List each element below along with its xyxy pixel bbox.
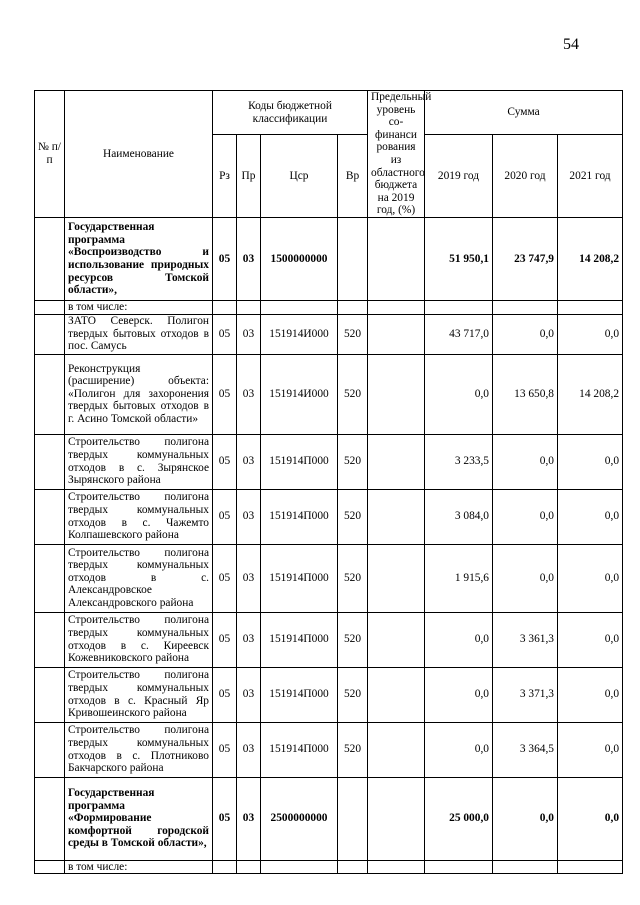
table-row — [35, 544, 623, 612]
cell-rz: 05 — [213, 612, 237, 667]
cell-limit — [368, 300, 425, 314]
cell-number — [35, 860, 65, 874]
cell-limit — [368, 217, 425, 300]
cell-pr: 03 — [237, 777, 261, 860]
cell-pr: 03 — [237, 489, 261, 544]
cell-rz: 05 — [213, 217, 237, 300]
cell-2019: 25 000,0 — [425, 777, 493, 860]
header-rz: Рз — [213, 135, 237, 218]
cell-2021: 0,0 — [558, 434, 623, 489]
cell-vr: 520 — [338, 667, 368, 722]
cell-number — [35, 612, 65, 667]
cell-name: Строительство полигона твердых коммунальных отходов в с. Плотниково Бакчарского района — [65, 722, 213, 777]
cell-pr — [237, 300, 261, 314]
table-row — [35, 612, 623, 667]
cell-2020: 3 364,5 — [493, 722, 558, 777]
cell-number — [35, 217, 65, 300]
table-row — [35, 217, 623, 300]
cell-pr: 03 — [237, 612, 261, 667]
cell-csr — [261, 300, 338, 314]
cell-2019: 1 915,6 — [425, 544, 493, 612]
cell-vr: 520 — [338, 544, 368, 612]
cell-2019: 43 717,0 — [425, 314, 493, 354]
cell-csr: 1500000000 — [261, 217, 338, 300]
cell-2019: 51 950,1 — [425, 217, 493, 300]
cell-rz: 05 — [213, 489, 237, 544]
table-row — [35, 314, 623, 354]
cell-limit — [368, 612, 425, 667]
cell-pr: 03 — [237, 722, 261, 777]
cell-csr: 2500000000 — [261, 777, 338, 860]
table-row — [35, 722, 623, 777]
header-cofinancing-limit: Предельный уровень со-финанси рования из областного бюджета на 2019 год, (%) — [368, 91, 425, 218]
cell-number — [35, 300, 65, 314]
cell-limit — [368, 489, 425, 544]
cell-2021 — [558, 300, 623, 314]
cell-2021: 14 208,2 — [558, 354, 623, 434]
header-vr: Вр — [338, 135, 368, 218]
cell-number — [35, 777, 65, 860]
cell-vr: 520 — [338, 489, 368, 544]
cell-vr — [338, 300, 368, 314]
cell-2021: 0,0 — [558, 314, 623, 354]
cell-csr: 151914П000 — [261, 544, 338, 612]
cell-limit — [368, 667, 425, 722]
cell-2019: 3 233,5 — [425, 434, 493, 489]
cell-vr — [338, 777, 368, 860]
cell-2020 — [493, 860, 558, 874]
cell-limit — [368, 722, 425, 777]
cell-2020: 13 650,8 — [493, 354, 558, 434]
cell-name: Строительство полигона твердых коммунальных отходов в с. Чажемто Колпашевского района — [65, 489, 213, 544]
cell-limit — [368, 314, 425, 354]
cell-2019: 0,0 — [425, 612, 493, 667]
cell-2019: 3 084,0 — [425, 489, 493, 544]
table-row — [35, 354, 623, 434]
cell-csr — [261, 860, 338, 874]
cell-csr: 151914И000 — [261, 354, 338, 434]
cell-rz: 05 — [213, 722, 237, 777]
budget-table — [34, 90, 623, 874]
cell-number — [35, 314, 65, 354]
cell-pr: 03 — [237, 314, 261, 354]
cell-2021: 0,0 — [558, 544, 623, 612]
header-year-2020: 2020 год — [493, 135, 558, 218]
cell-csr: 151914П000 — [261, 434, 338, 489]
cell-number — [35, 667, 65, 722]
header-pr: Пр — [237, 135, 261, 218]
cell-2020: 0,0 — [493, 314, 558, 354]
cell-pr: 03 — [237, 544, 261, 612]
header-sum: Сумма — [425, 91, 623, 135]
cell-name: Строительство полигона твердых коммунальных отходов в с. Киреевск Кожевниковского района — [65, 612, 213, 667]
cell-2019: 0,0 — [425, 667, 493, 722]
cell-rz: 05 — [213, 354, 237, 434]
cell-vr: 520 — [338, 354, 368, 434]
cell-csr: 151914И000 — [261, 314, 338, 354]
header-csr: Цср — [261, 135, 338, 218]
table-row — [35, 489, 623, 544]
cell-vr: 520 — [338, 314, 368, 354]
cell-name: в том числе: — [65, 300, 213, 314]
cell-pr: 03 — [237, 354, 261, 434]
header-year-2021: 2021 год — [558, 135, 623, 218]
table-row — [35, 300, 623, 314]
cell-name: Строительство полигона твердых коммунальных отходов в с. Александровское Александровского района — [65, 544, 213, 612]
table-row — [35, 860, 623, 874]
page-number: 54 — [563, 36, 579, 53]
cell-pr: 03 — [237, 217, 261, 300]
cell-2020: 0,0 — [493, 777, 558, 860]
cell-2020: 3 371,3 — [493, 667, 558, 722]
cell-vr: 520 — [338, 434, 368, 489]
cell-csr: 151914П000 — [261, 722, 338, 777]
cell-2021: 14 208,2 — [558, 217, 623, 300]
cell-rz — [213, 300, 237, 314]
cell-rz: 05 — [213, 667, 237, 722]
table-row — [35, 667, 623, 722]
cell-name: Государственная программа «Формирование комфортной городской среды в Томской области», — [65, 777, 213, 860]
cell-vr — [338, 217, 368, 300]
cell-name: в том числе: — [65, 860, 213, 874]
cell-number — [35, 722, 65, 777]
cell-limit — [368, 544, 425, 612]
cell-rz: 05 — [213, 544, 237, 612]
header-name: Наименование — [65, 91, 213, 218]
cell-rz — [213, 860, 237, 874]
cell-number — [35, 434, 65, 489]
table-row — [35, 434, 623, 489]
cell-name: Реконструкция (расширение) объекта: «Полигон для захоронения твердых бытовых отходов в г. Асино Томской области» — [65, 354, 213, 434]
cell-rz: 05 — [213, 434, 237, 489]
cell-limit — [368, 354, 425, 434]
cell-name: Государственная программа «Воспроизводство и использование природных ресурсов Томской области», — [65, 217, 213, 300]
cell-2019 — [425, 300, 493, 314]
cell-number — [35, 354, 65, 434]
cell-2021 — [558, 860, 623, 874]
cell-limit — [368, 860, 425, 874]
cell-rz: 05 — [213, 314, 237, 354]
cell-2020: 0,0 — [493, 489, 558, 544]
cell-name: Строительство полигона твердых коммунальных отходов в с. Зырянское Зырянского района — [65, 434, 213, 489]
cell-2021: 0,0 — [558, 777, 623, 860]
cell-2020: 23 747,9 — [493, 217, 558, 300]
cell-2020: 0,0 — [493, 544, 558, 612]
cell-2021: 0,0 — [558, 722, 623, 777]
cell-vr: 520 — [338, 612, 368, 667]
cell-limit — [368, 434, 425, 489]
header-number: № п/п — [35, 91, 65, 218]
cell-2019: 0,0 — [425, 354, 493, 434]
cell-csr: 151914П000 — [261, 667, 338, 722]
cell-number — [35, 489, 65, 544]
header-budget-codes: Коды бюджетной классификации — [213, 91, 368, 135]
cell-2021: 0,0 — [558, 667, 623, 722]
cell-pr: 03 — [237, 434, 261, 489]
cell-name: Строительство полигона твердых коммунальных отходов в с. Красный Яр Кривошеинского района — [65, 667, 213, 722]
header-year-2019: 2019 год — [425, 135, 493, 218]
cell-vr: 520 — [338, 722, 368, 777]
cell-csr: 151914П000 — [261, 612, 338, 667]
cell-csr: 151914П000 — [261, 489, 338, 544]
cell-2020 — [493, 300, 558, 314]
cell-pr — [237, 860, 261, 874]
cell-vr — [338, 860, 368, 874]
cell-number — [35, 544, 65, 612]
cell-2019: 0,0 — [425, 722, 493, 777]
cell-name: ЗАТО Северск. Полигон твердых бытовых отходов в пос. Самусь — [65, 314, 213, 354]
cell-2020: 3 361,3 — [493, 612, 558, 667]
table-row — [35, 777, 623, 860]
cell-limit — [368, 777, 425, 860]
cell-2020: 0,0 — [493, 434, 558, 489]
cell-2021: 0,0 — [558, 612, 623, 667]
cell-2019 — [425, 860, 493, 874]
cell-rz: 05 — [213, 777, 237, 860]
cell-2021: 0,0 — [558, 489, 623, 544]
cell-pr: 03 — [237, 667, 261, 722]
